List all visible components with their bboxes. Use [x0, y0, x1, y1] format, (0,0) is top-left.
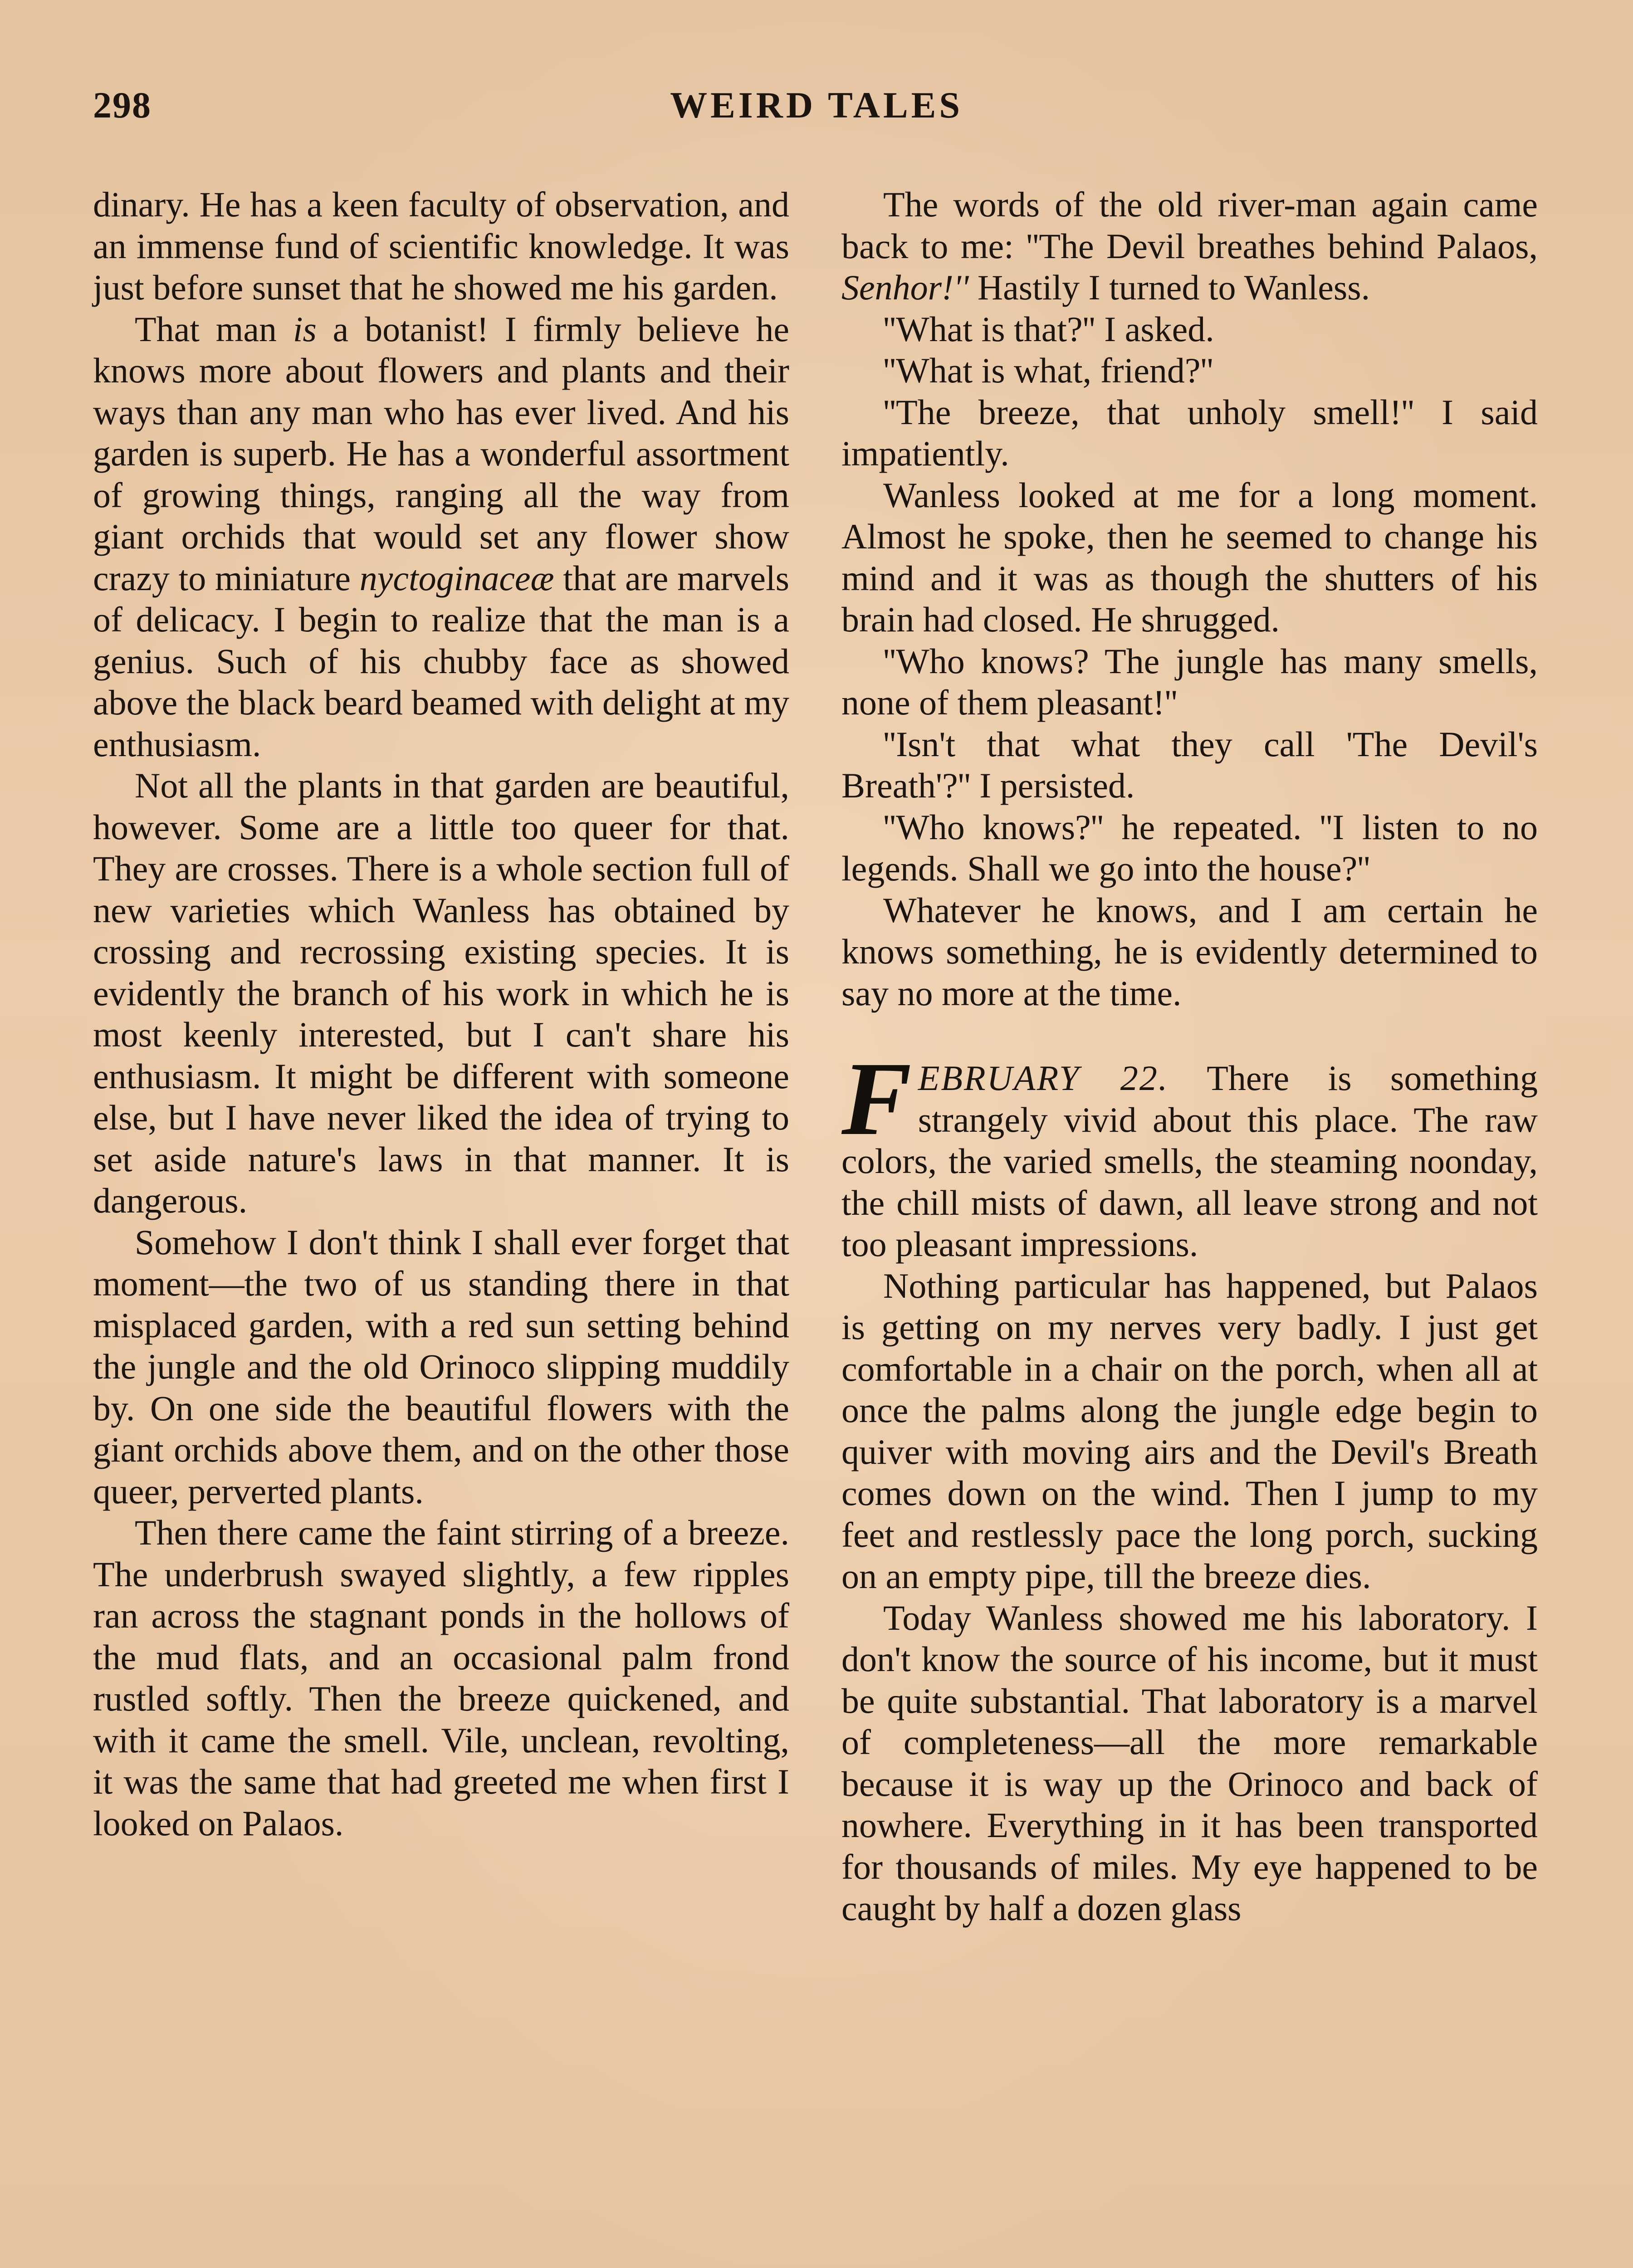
paragraph: [841, 184, 1538, 308]
emphasis-text: nyctoginaceæ: [359, 558, 554, 598]
paragraph: ''Isn't that what they call 'The Devil's Breath'?'' I persisted.: [841, 724, 1538, 805]
paragraph: Somehow I don't think I shall ever forget that moment—the two of us standing there in that misplaced garden, with a red sun setting behind the jungle and the old Orinoco slipping muddily by. On one side the beautiful flowers with the giant orchids above them, and on the other those queer, perverted plants.: [93, 1222, 789, 1511]
paragraph: Not all the plants in that garden are beautiful, however. Some are a little too queer for that. They are crosses. There is a whole section full of new varieties which Wanless has obtained by crossing and recrossing existing species. It is evidently the branch of his work in which he is most keenly interested, but I can't share his enthusiasm. It might be different with someone else, but I have never liked the idea of trying to set aside nature's laws in that manner. It is dangerous.: [93, 766, 789, 1220]
emphasis-text: Senhor!'': [841, 268, 969, 307]
paragraph-text: The words of the old river-man again came back to me: ''The Devil breathes behind Palaos,: [841, 185, 1538, 266]
right-column: [841, 184, 1538, 1929]
paragraph: ''Who knows?'' he repeated. ''I listen to no legends. Shall we go into the house?'': [841, 807, 1538, 888]
running-head: WEIRD TALES: [670, 84, 963, 126]
paragraph-text: There is something strangely vivid about this place. The raw colors, the varied smells, the steaming noonday, the chill mists of dawn, all leave strong and not too pleasant impressions.: [841, 1058, 1538, 1264]
section-start-paragraph: [841, 1041, 1538, 1265]
paragraph: Then there came the faint stirring of a breeze. The underbrush swayed slightly, a few ripples ran across the stagnant ponds in the hollows of the mud flats, and an occasional palm frond rustled softly. Then the breeze quickened, and with it came the smell. Vile, unclean, revolting, it was the same that had greeted me when first I looked on Palaos.: [93, 1513, 789, 1843]
paragraph-text: that are marvels of delicacy. I begin to realize that the man is a genius. Such of his chubby face as showed above the black beard beamed with delight at my enthusiasm.: [93, 558, 790, 764]
paragraph: Whatever he knows, and I am certain he knows something, he is evidently determined to say no more at the time.: [841, 890, 1538, 1013]
paragraph-text: Hastily I turned to Wanless.: [968, 268, 1370, 307]
diary-date: EBRUARY 22.: [918, 1058, 1169, 1098]
paragraph: dinary. He has a keen faculty of observation, and an immense fund of scientific knowledge. It was just before sunset that he showed me his garden.: [93, 185, 789, 307]
paragraph-text: That man: [135, 309, 293, 349]
emphasis-text: is: [293, 309, 317, 349]
paragraph: Today Wanless showed me his laboratory. I don't know the source of his income, but it must be quite substantial. That laboratory is a marvel of completeness—all the more remarkable because it is way up the Orinoco and back of nowhere. Everything in it has been transported for thousands of miles. My eye happened to be caught by half a dozen glass: [841, 1598, 1538, 1928]
paragraph: ''The breeze, that unholy smell!'' I said impatiently.: [841, 392, 1538, 473]
paragraph: ''What is what, friend?'': [883, 351, 1213, 390]
paragraph: ''Who knows? The jungle has many smells, none of them pleasant!'': [841, 641, 1538, 722]
drop-cap: F: [841, 1041, 912, 1157]
paragraph-text: a botanist! I firmly believe he knows more about flowers and plants and their ways than any man who has ever lived. And his garden is superb. He has a wonderful assortment of growing things, ranging all the way from giant orchids that would set any flower show crazy to miniature: [93, 309, 789, 598]
page-number: 298: [93, 84, 152, 126]
paragraph: Wanless looked at me for a long moment. Almost he spoke, then he seemed to change his mind and it was as though the shutters of his brain had closed. He shrugged.: [841, 475, 1538, 639]
paragraph: Nothing particular has happened, but Palaos is getting on my nerves very badly. I just get comfortable in a chair on the porch, when all at once the palms along the jungle edge begin to quiver with moving airs and the Devil's Breath comes down on the wind. Then I jump to my feet and restlessly pace the long porch, sucking on an empty pipe, till the breeze dies.: [841, 1266, 1538, 1596]
paragraph: [93, 308, 789, 765]
paragraph: ''What is that?'' I asked.: [883, 309, 1214, 349]
page-header: [93, 84, 1540, 134]
left-column: [93, 184, 789, 1844]
